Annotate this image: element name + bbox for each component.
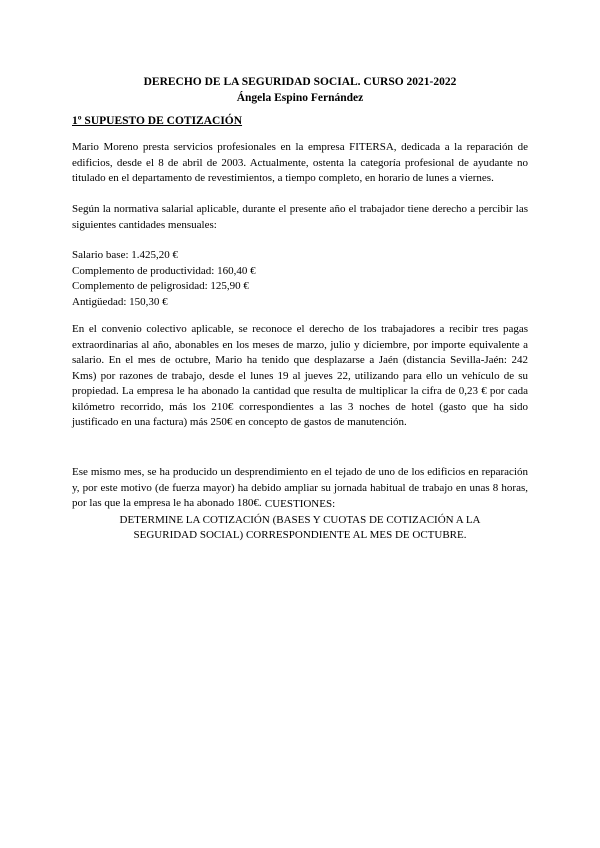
questions-line-2: SEGURIDAD SOCIAL) CORRESPONDIENTE AL MES DE OCTUBRE. <box>133 529 467 541</box>
salary-list <box>72 248 256 310</box>
questions-heading: CUESTIONES: <box>264 498 336 510</box>
salary-item-productivity: Complemento de productividad: 160,40 € <box>72 264 256 277</box>
document-title: DERECHO DE LA SEGURIDAD SOCIAL. CURSO 2021-2022 <box>143 76 457 88</box>
questions-block <box>72 497 528 544</box>
salary-item-seniority: Antigüedad: 150,30 € <box>72 295 168 308</box>
document-header <box>72 74 528 106</box>
document-author: Ángela Espino Fernández <box>236 92 364 104</box>
salary-item-base: Salario base: 1.425,20 € <box>72 249 179 261</box>
paragraph-employee-info: Mario Moreno presta servicios profesionales en la empresa FITERSA, dedicada a la reparación de edificios, desde el 8 de abril de 2003. Actualmente, ostenta la categoría profesional de ayudante no titulado en el departamento de revestimientos, a tiempo completo, en horario de lunes a viernes. <box>72 141 528 184</box>
section-title: 1º SUPUESTO DE COTIZACIÓN <box>72 115 243 127</box>
paragraph-salary-intro: Según la normativa salarial aplicable, durante el presente año el trabajador tiene derecho a percibir las siguientes cantidades mensuales: <box>72 203 528 231</box>
paragraph-collective-agreement: En el convenio colectivo aplicable, se reconoce el derecho de los trabajadores a recibir tres pagas extraordinarias al año, abonables en los meses de marzo, julio y diciembre, por importe equivalente a salario. En el mes de octubre, Mario ha tenido que desplazarse a Jaén (distancia Sevilla-Jaén: 242 Kms) por razones de trabajo, desde el lunes 19 al jueves 22, utilizando para ello un vehículo de su propiedad. La empresa le ha abonado la cantidad que resulta de multiplicar la cifra de 0,23 € por cada kilómetro recorrido, más los 210€ correspondientes a las 3 noches de hotel (gasto que ha sido justificado en una factura) más 250€ en concepto de gastos de manutención. <box>72 323 528 428</box>
salary-item-danger: Complemento de peligrosidad: 125,90 € <box>72 280 249 292</box>
paragraph-overtime: Ese mismo mes, se ha producido un desprendimiento en el tejado de uno de los edificios en reparación y, por este motivo (de fuerza mayor) ha debido ampliar su jornada habitual de trabajo en unas 8 horas, por las que la empresa le ha abonado 180€. <box>72 466 528 509</box>
questions-line-1: DETERMINE LA COTIZACIÓN (BASES Y CUOTAS DE COTIZACIÓN A LA <box>119 513 481 526</box>
